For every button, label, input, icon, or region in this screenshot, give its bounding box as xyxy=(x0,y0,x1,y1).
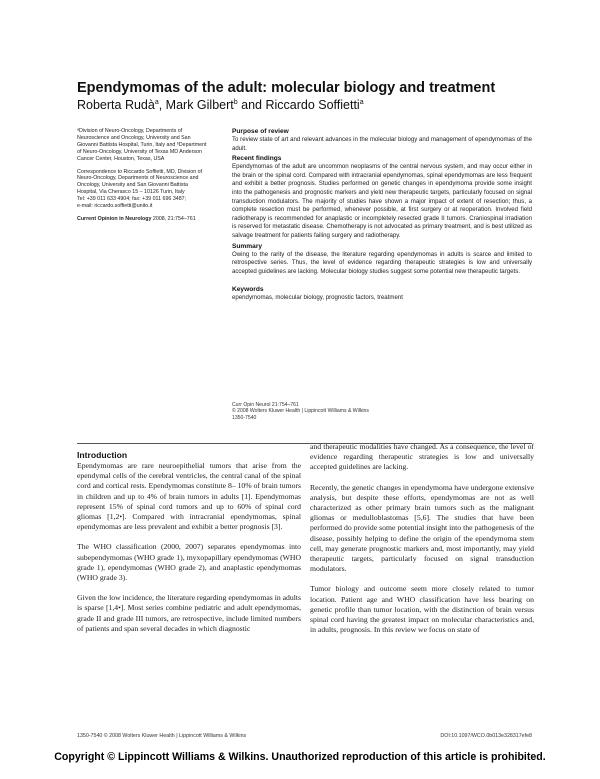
abstract xyxy=(232,127,532,304)
copyright-notice: Copyright © Lippincott Williams & Wilkins. Unauthorized reproduction of this article is prohibited. xyxy=(54,751,546,763)
affiliations-block xyxy=(77,128,227,229)
body-paragraph: Recently, the genetic changes in ependymoma have undergone extensive analysis, but despite these efforts, ependymomas are not as well characterized as other primary brain tumors such as the malignant gliomas or medulloblastomas [5,6]. The studies that have been performed do provide some potential insight into the pathogenesis of the disease, possibly helping to define the origin of the ependymoma stem cell, may generate prognostic markers and, most importantly, may yield therapeutic targets, particularly focused on signal transduction modulators. xyxy=(310,482,534,574)
summary-text: Owing to the rarity of the disease, the literature regarding ependymomas in adults is scarce and limited to retrospective series. Thus, the level of evidence regarding therapeutic strategies is low and universally accepted guidelines are lacking. Molecular biology studies suggest some potential new therapeutic targets. xyxy=(232,250,532,275)
findings-heading: Recent findings xyxy=(232,155,282,163)
affiliation-line: of Neuro-Oncology, University of Texas MD Anderson xyxy=(77,148,202,155)
article-title: Ependymomas of the adult: molecular biology and treatment xyxy=(77,80,496,96)
affiliation-line: Cancer Center, Houston, Texas, USA xyxy=(77,155,165,162)
correspondence xyxy=(77,169,227,210)
author-soffietti: and Riccardo Soffietti xyxy=(237,98,360,112)
citation-block xyxy=(232,402,452,421)
purpose-heading: Purpose of review xyxy=(232,128,289,135)
correspondence-line: Oncology, University and San Giovanni Battista xyxy=(77,182,188,189)
body-right-column xyxy=(310,442,534,635)
author-gilbert-affiliation-mark: b xyxy=(233,98,238,106)
keywords-heading: Keywords xyxy=(232,286,264,294)
purpose-text: To review state of art and relevant advances in the molecular biology and management of ependymomas of the adult. xyxy=(232,136,532,152)
body-paragraph: Ependymomas are rare neuroepithelial tumors that arise from the ependymal cells of the cerebral ventricles, the central canal of the spinal cord and cortical rests. Ependymomas constitute 8– 10% of brain tumors in children and up to 4% of brain tumors in adults [1]. Ependymomas represent 15% of spinal cord tumors and up to 60% of spinal cord gliomas [1,2•]. Compared with intracranial ependymomas, spinal ependymomas are less prevalent and exhibit a better prognosis [3]. xyxy=(77,461,301,532)
body-paragraph: and therapeutic modalities have changed. As a consequence, the level of evidence regarding therapeutic strategies is low and universally accepted guidelines are lacking. xyxy=(310,442,534,472)
body-paragraph: Given the low incidence, the literature regarding ependymomas in adults is sparse [1,4•]. Most series combine pediatric and adult ependymomas, grade II and grade III tumors, are retrospective, include limited numbers of patients and span several decades in which diagnostic xyxy=(77,593,301,633)
affiliation-line: ᵃDivision of Neuro-Oncology, Departments of xyxy=(77,128,183,134)
introduction-heading: Introduction xyxy=(77,450,128,460)
citation-line: © 2008 Wolters Kluwer Health | Lippincott Williams & Wilkins xyxy=(232,408,369,415)
footer-doi[interactable]: DOI:10.1097/WCO.0b013e328317efe8 xyxy=(440,733,532,739)
correspondence-line: Hospital, Via Cherasco 15 – 10126 Turin, Italy xyxy=(77,189,185,196)
keywords-text: ependymomas, molecular biology, prognostic factors, treatment xyxy=(232,294,403,302)
author-ruda: Roberta Rudà xyxy=(77,98,155,112)
affiliation-line: Giovanni Battista Hospital, Turin, Italy and ᵇDepartment xyxy=(77,141,207,148)
author-ruda-affiliation-mark: a xyxy=(154,98,159,106)
journal-detail: 2008, 21:754–761 xyxy=(151,215,196,222)
summary-heading: Summary xyxy=(232,242,263,250)
correspondence-line: Neuro-Oncology, Departments of Neuroscience and xyxy=(77,175,199,182)
correspondence-line: Correspondence to Riccardo Soffietti, MD, Division of xyxy=(77,168,203,175)
citation-line: Curr Opin Neurol 21:754–761 xyxy=(232,402,299,408)
correspondence-line: Tel: +39 011 633 4904; fax: +39 011 696 3487; xyxy=(77,196,187,203)
footer-issn: 1350-7540 © 2008 Wolters Kluwer Health | Lippincott Williams & Wilkins xyxy=(77,733,247,739)
author-soffietti-affiliation-mark: a xyxy=(359,98,364,106)
correspondence-email[interactable]: e-mail: riccardo.soffietti@unito.it xyxy=(77,203,153,210)
body-left-column xyxy=(77,450,301,634)
body-paragraph: Tumor biology and outcome seem more closely related to tumor location. Patient age and WHO classification have less bearing on genetic profile than tumor location, with the distinction of brain versus spinal cord having the greatest impact on molecular characteristics and, in adults, prognosis. In this review we focus on state of xyxy=(310,584,534,635)
author-list xyxy=(77,98,364,112)
affiliations xyxy=(77,128,227,163)
body-paragraph: The WHO classification (2000, 2007) separates ependymomas into subependymomas (WHO grade 1), myxopapillary ependymomas (WHO grade 1), ependymomas (WHO grade 2), and anaplastic ependymomas (WHO grade 3). xyxy=(77,542,301,583)
author-gilbert: , Mark Gilbert xyxy=(158,98,234,112)
journal-name: Current Opinion in Neurology xyxy=(77,215,152,222)
citation-line: 1350-7540 xyxy=(232,414,257,421)
findings-text: Ependymomas of the adult are uncommon neoplasms of the central nervous system, and may occur either in the brain or the spinal cord. Compared with intracranial ependymomas, spinal ependymomas are less frequent and exhibit a better prognosis. Studies performed on genetic changes in ependymoma provide some insight into the pathogenesis and prognostic markers and yield new therapeutic targets, particularly focused on signal transduction modulators. The majority of studies have shown a major impact of extent of resection; thus, a complete resection must be performed, whenever possible, at first surgery or at reoperation. Involved field radiotherapy is recommended for anaplastic or incompletely resected grade II tumors. Craniospinal irradiation is reserved for metastatic disease. Chemotherapy is not advocated as primary treatment, and is best utilized as salvage treatment for patients failing surgery and radiotherapy. xyxy=(232,163,532,239)
journal-source xyxy=(77,216,227,223)
affiliation-line: Neuroscience and Oncology, University and San xyxy=(77,134,191,141)
